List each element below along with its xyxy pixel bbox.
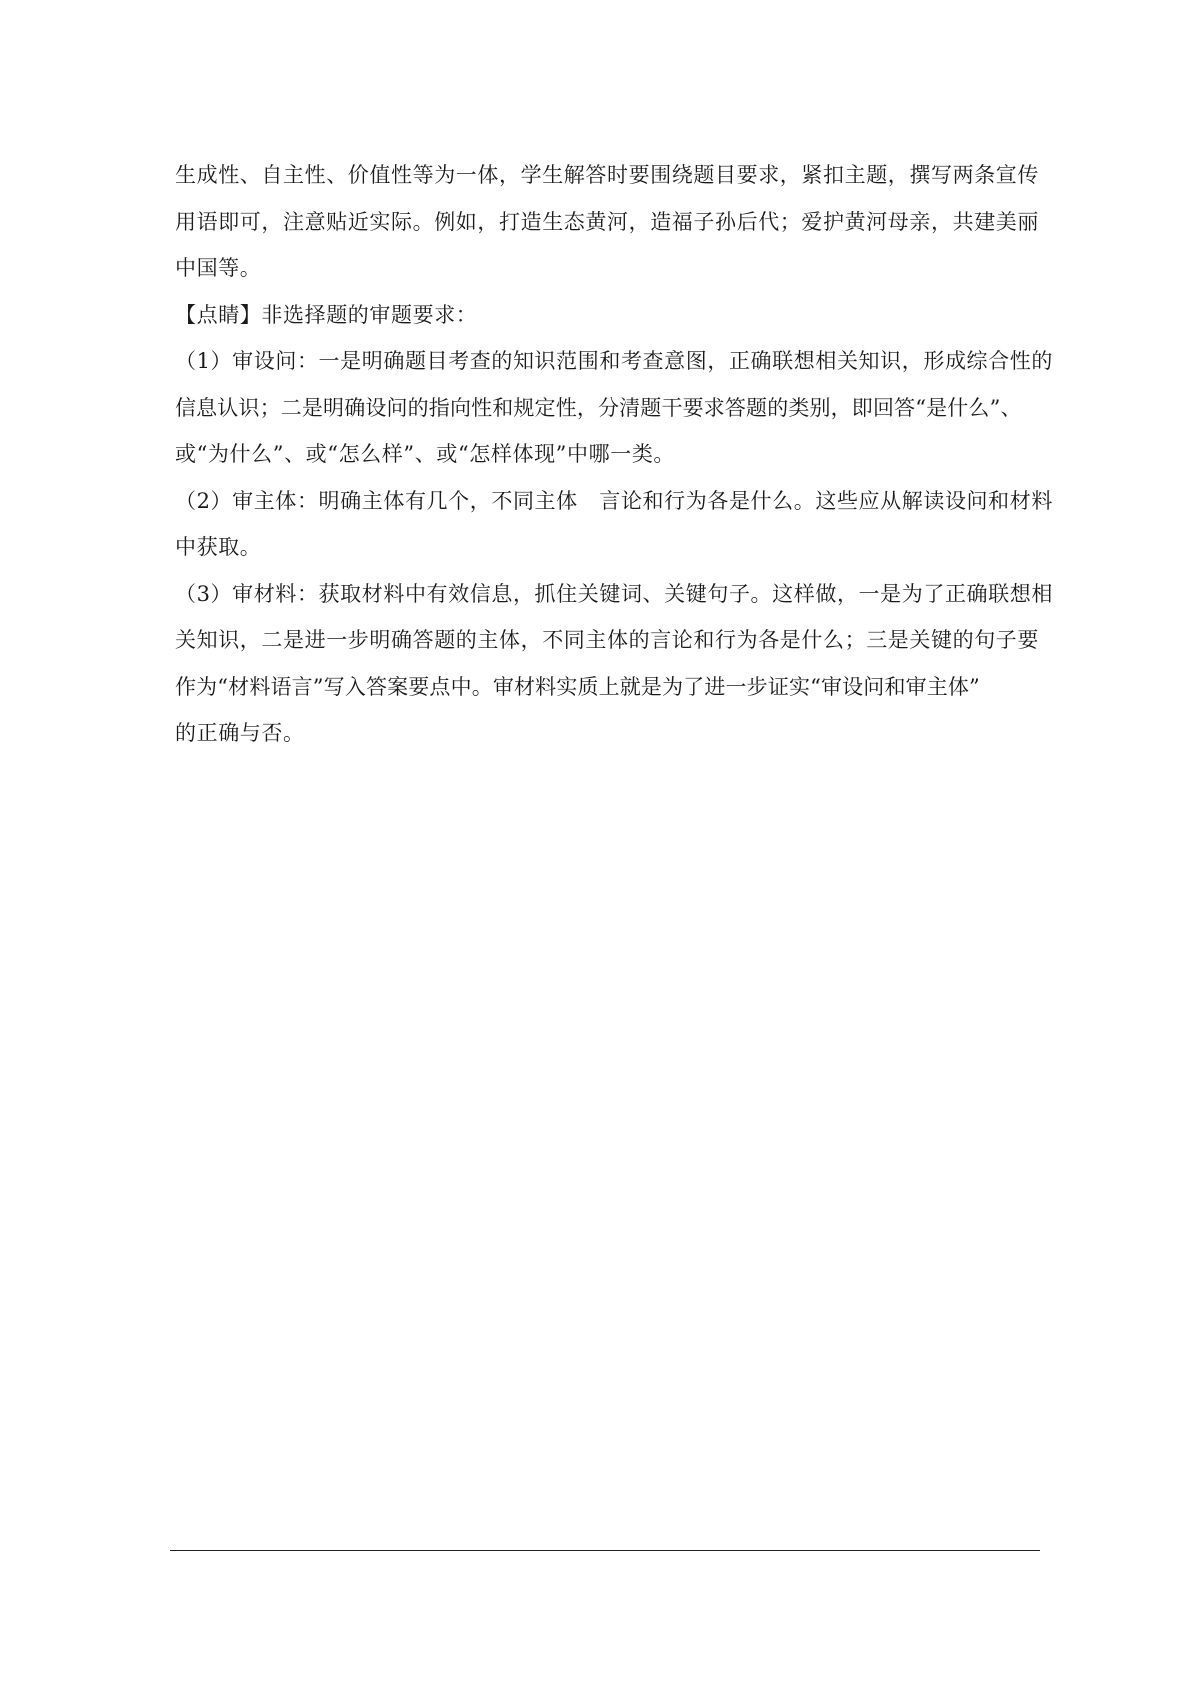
paragraph-line: 用语即可，注意贴近实际。例如，打造生态黄河，造福子孙后代；爱护黄河母亲，共建美丽 — [175, 209, 1039, 234]
paragraph-line: 关知识，二是进一步明确答题的主体，不同主体的言论和行为各是什么；三是关键的句子要 — [175, 628, 1039, 652]
paragraph-line: （2）审主体：明确主体有几个，不同主体 言论和行为各是什么。这些应从解读设问和材料 — [175, 488, 1053, 513]
paragraph-line: （3）审材料：获取材料中有效信息，抓住关键词、关键句子。这样做，一是为了正确联想相 — [175, 581, 1053, 606]
paragraph-line: 生成性、自主性、价值性等为一体，学生解答时要围绕题目要求，紧扣主题，撰写两条宣传 — [175, 163, 1039, 187]
paragraph-line: 或“为什么”、或“怎么样”、或“怎样体现”中哪一类。 — [175, 442, 676, 466]
paragraph-line: 中获取。 — [175, 535, 262, 559]
document-body — [175, 152, 1053, 757]
section-heading: 【点睛】非选择题的审题要求： — [175, 302, 478, 327]
paragraph-line: 中国等。 — [175, 256, 262, 280]
paragraph-line: （1）审设问：一是明确题目考查的知识范围和考查意图，正确联想相关知识，形成综合性的 — [175, 349, 1053, 373]
footer-divider — [170, 1550, 1040, 1551]
paragraph-line: 作为“材料语言”写入答案要点中。审材料实质上就是为了进一步证实“审设问和审主体” — [175, 674, 980, 699]
paragraph-line: 信息认识；二是明确设问的指向性和规定性，分清题干要求答题的类别，即回答“是什么”、 — [175, 395, 1022, 420]
paragraph-line: 的正确与否。 — [175, 721, 305, 745]
